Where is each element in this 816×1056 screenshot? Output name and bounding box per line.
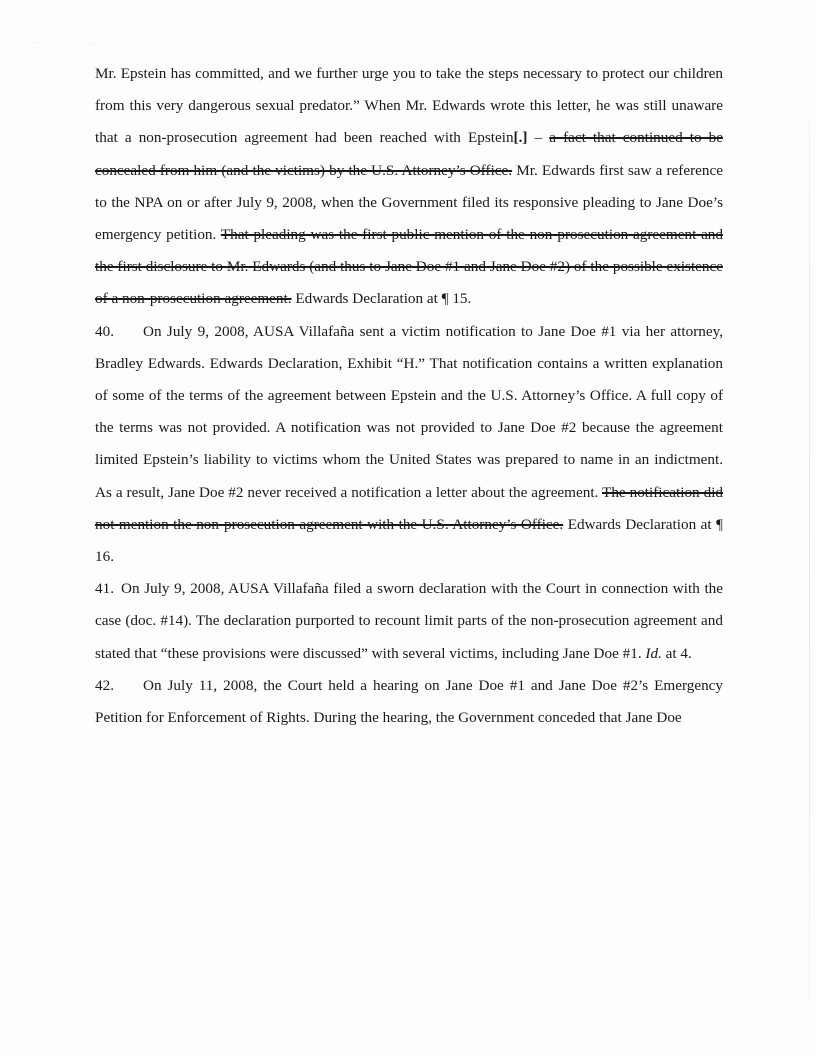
- citation: Edwards Declaration at ¶ 15.: [291, 290, 472, 308]
- bracket-insertion: [.]: [513, 129, 528, 147]
- struck-text: That pleading was the first public mention of the non-prosecution agreement and the first disclosure to Mr. Edwards (and thus to Jane Doe #1 and Jane Doe #2) of the possible existence of a non-prosecution agreement.: [95, 226, 723, 308]
- citation: Edwards Declaration at ¶ 16.: [95, 515, 723, 566]
- struck-text: a fact that continued to be concealed from him (and the victims) by the U.S. Attorney’s Office.: [95, 129, 724, 179]
- paragraph-text: On July 9, 2008, AUSA Villafaña sent a victim notification to Jane Doe #1 via her attorney, Bradley Edwards. Edwards Declaration, Exhibit “H.” That notification contains a written explanation of some of the terms of the agreement between Epstein and the U.S. Attorney’s Office. A full copy of the terms was not provided. A notification was not provided to Jane Doe #2 because the agreement limited Epstein’s liability to victims whom the United States was prepared to name in an indictment. As a result, Jane Doe #2 never received a notification a letter about the agreement.: [95, 322, 723, 501]
- paragraph-continuation: [95, 58, 723, 316]
- struck-text: The notification did not mention the non-prosecution agreement with the U.S. Attorney’s Office.: [95, 483, 724, 533]
- paragraph-40: [95, 316, 723, 574]
- scan-speck: · ·: [90, 42, 96, 49]
- paragraph-text: On July 11, 2008, the Court held a hearing on Jane Doe #1 and Jane Doe #2’s Emergency Petition for Enforcement of Rights. During the hearing, the Government conceded that Jane Doe: [95, 676, 723, 727]
- paragraph-number: 41.: [95, 580, 114, 598]
- paragraph-41: [95, 573, 723, 670]
- id-citation: Id.: [645, 644, 662, 662]
- paragraph-number: 42.: [95, 676, 114, 694]
- scan-edge-shadow: [809, 120, 810, 1000]
- paragraph-text: On July 9, 2008, AUSA Villafaña filed a sworn declaration with the Court in connection with the case (doc. #14). The declaration purported to recount limit parts of the non-prosecution agreement and stated that “these provisions were discussed” with several victims, including Jane Doe #1.: [95, 580, 723, 662]
- document-body: [95, 58, 723, 734]
- paragraph-42: [95, 670, 723, 734]
- paragraph-number: 40.: [95, 322, 114, 340]
- scan-speck: · ·: [32, 40, 38, 47]
- dash: –: [527, 129, 550, 147]
- continuation-text: Mr. Edwards first saw a reference to the NPA on or after July 9, 2008, when the Government filed its responsive pleading to Jane Doe’s emergency petition.: [95, 161, 723, 244]
- continuation-text: Mr. Epstein has committed, and we further urge you to take the steps necessary to protect our children from this very dangerous sexual predator.” When Mr. Edwards wrote this letter, he was still unaware that a non-prosecution agreement had been reached with Epstein: [95, 65, 723, 147]
- paragraph-text: at 4.: [661, 644, 692, 662]
